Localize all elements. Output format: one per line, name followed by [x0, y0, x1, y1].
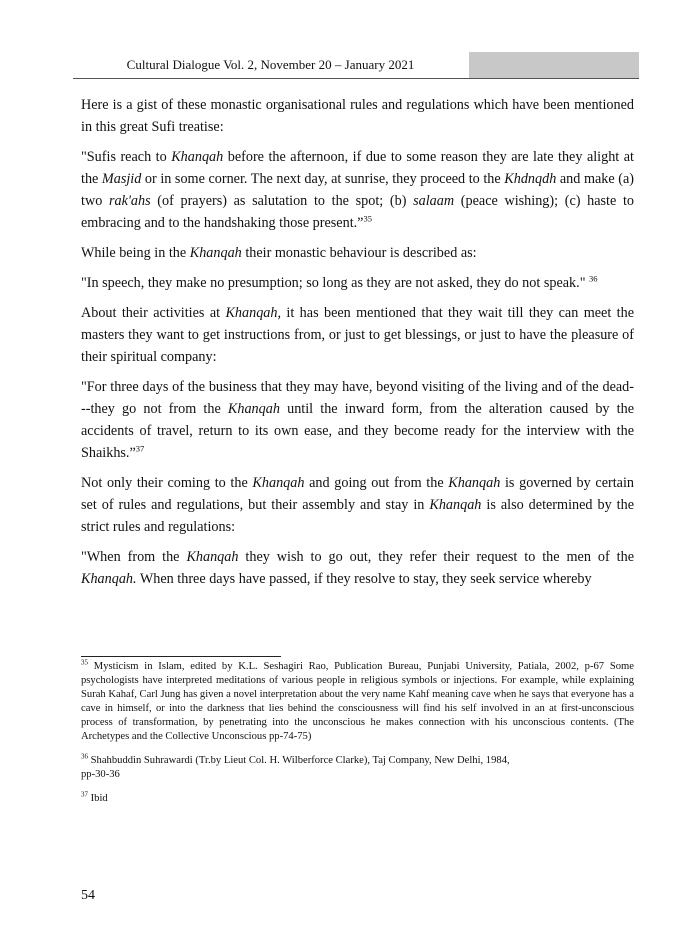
- italic-term: Khanqah.: [81, 571, 137, 587]
- footnote-marker: 37: [81, 790, 88, 799]
- italic-term: Masjid: [101, 171, 142, 187]
- footnote-text-continued: pp-30-36: [81, 769, 120, 780]
- footnote-36: [81, 754, 634, 782]
- paragraph: [81, 302, 634, 368]
- text-run: before the afternoon, if due to some reason they are late they alight at the: [81, 149, 634, 187]
- footnotes: [81, 660, 634, 816]
- italic-term: Khanqah: [252, 475, 305, 491]
- text-run: "For three days of the business that they may have, beyond visiting of the living and of the dead---they go not from the: [81, 379, 634, 417]
- paragraph: [81, 272, 634, 294]
- italic-term: salaam: [413, 193, 455, 209]
- footnote-37: [81, 792, 634, 806]
- italic-term: Khanqah,: [225, 305, 282, 321]
- italic-term: rak'ahs: [108, 193, 151, 209]
- footnote-reference: 35: [363, 213, 372, 224]
- header-shade-block: [469, 52, 639, 78]
- text-run: and going out from the: [304, 475, 449, 491]
- footnote-marker: 36: [81, 752, 88, 761]
- text-run: is governed by certain set of rules and regulations, but their assembly and stay in: [81, 475, 634, 513]
- text-run: is also determined by the strict rules and regulations:: [81, 497, 634, 535]
- paragraph: [81, 472, 634, 538]
- text-run: "Sufis reach to: [81, 149, 172, 165]
- text-run: or in some corner. The next day, at sunrise, they proceed to the: [141, 171, 505, 187]
- body-text: [81, 94, 634, 598]
- text-run: (peace wishing); (c) haste to embracing and to the handshaking those present.”: [81, 193, 634, 231]
- text-run: their monastic behaviour is described as:: [241, 245, 477, 261]
- footnote-text: Mysticism in Islam, edited by K.L. Seshagiri Rao, Publication Bureau, Punjabi University, Patiala, 2002, p-67 Some psychologists have interpreted meditations of various people in religious symbols or injections. For example, while explaining Surah Kahaf, Carl Jung has given a novel interpretation about the very name Kahf meaning cave when he says that everyone has a cave in himself, or into the darkness that lies behind the consciousness will find his self involved in an at first-unconscious process of transformation, by penetrating into the unconscious he makes connection with his unconscious contents. (The Archetypes and the Collective Unconscious pp-74-75): [81, 661, 634, 742]
- footnote-text: Shahbuddin Suhrawardi (Tr.by Lieut Col. H. Wilberforce Clarke), Taj Company, New Delhi, 1984,: [90, 755, 510, 766]
- italic-term: Khanqah: [189, 245, 242, 261]
- text-run: it has been mentioned that they wait till they can meet the masters they want to get instructions from, or just to get blessings, or just to have the pleasure of their spiritual company:: [81, 305, 634, 365]
- text-run: While being in the: [81, 245, 190, 261]
- text-run: and make (a) two: [81, 171, 634, 209]
- italic-term: Khdnqdh: [504, 171, 557, 187]
- italic-term: Khanqah: [186, 549, 239, 565]
- footnote-text: Ibid: [90, 793, 108, 804]
- text-run: Not only their coming to the: [81, 475, 253, 491]
- footnote-reference: 36: [589, 273, 598, 284]
- text-run: (of prayers) as salutation to the spot; (b): [150, 193, 414, 209]
- italic-term: Khanqah: [429, 497, 482, 513]
- paragraph: [81, 376, 634, 464]
- text-run: until the inward form, from the alteration caused by the accidents of travel, return to its own ease, and they become ready for the interview with the Shaikhs.”: [81, 401, 634, 461]
- footnote-reference: 37: [135, 443, 145, 454]
- footnote-35: [81, 660, 634, 744]
- running-header: [73, 52, 639, 79]
- page-number: 54: [81, 888, 95, 903]
- paragraph: [81, 242, 634, 264]
- paragraph: [81, 94, 634, 138]
- footnote-separator: [81, 656, 281, 657]
- italic-term: Khanqah: [171, 149, 224, 165]
- footnote-marker: 35: [81, 658, 88, 667]
- text-run: "When from the: [81, 549, 187, 565]
- italic-term: Khanqah: [227, 401, 280, 417]
- running-title: Cultural Dialogue Vol. 2, November 20 – January 2021: [126, 57, 415, 72]
- text-run: When three days have passed, if they resolve to stay, they seek service whereby: [136, 571, 592, 587]
- text-run: "In speech, they make no presumption; so long as they are not asked, they do not speak.": [81, 275, 590, 291]
- text-run: About their activities at: [81, 305, 226, 321]
- paragraph: [81, 546, 634, 590]
- italic-term: Khanqah: [448, 475, 501, 491]
- text-run: they wish to go out, they refer their request to the men of the: [238, 549, 634, 565]
- paragraph: [81, 146, 634, 234]
- text-run: Here is a gist of these monastic organisational rules and regulations which have been mentioned in this great Sufi treatise:: [81, 97, 634, 135]
